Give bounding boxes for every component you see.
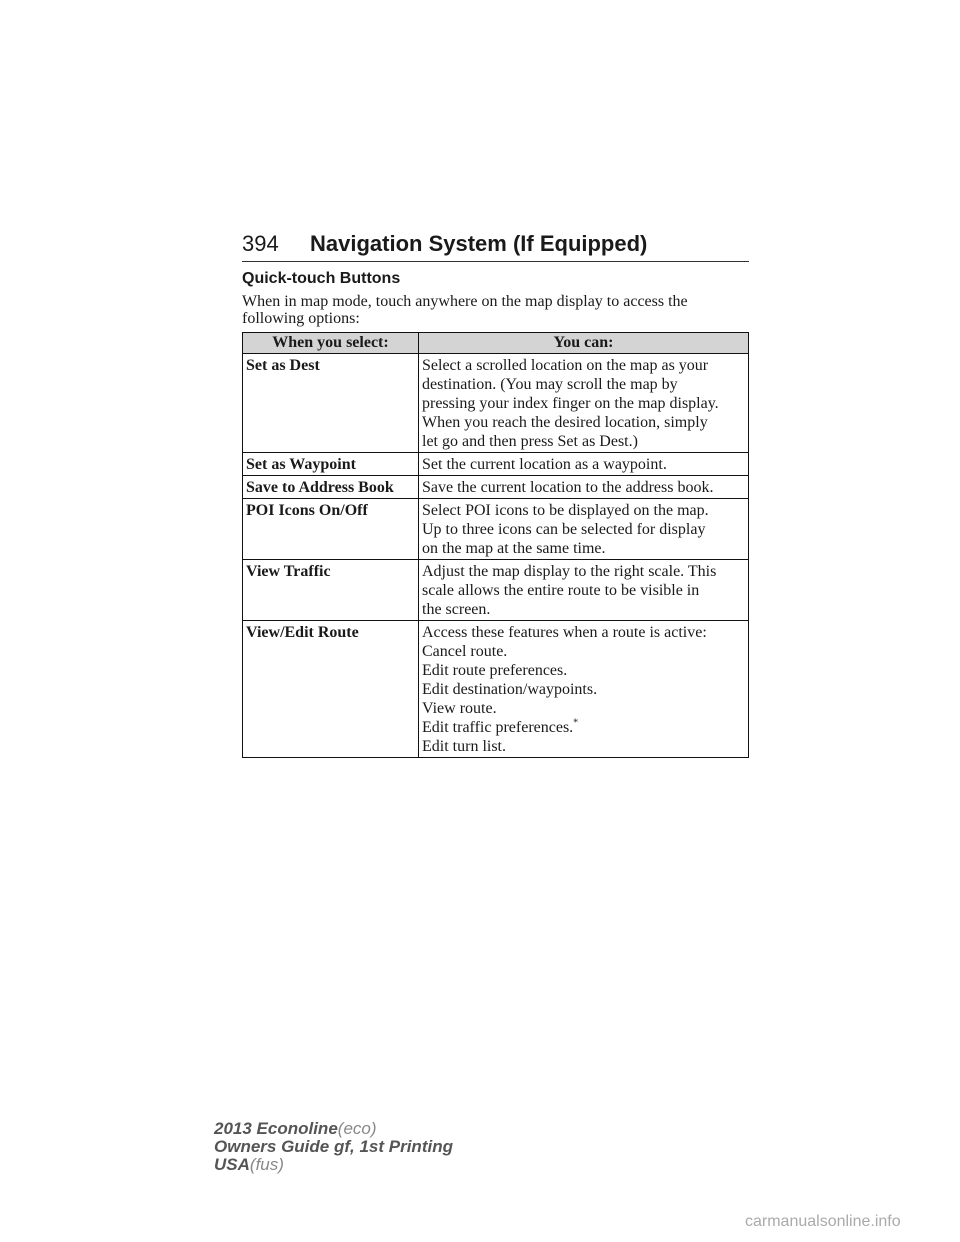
option-name: Set as Waypoint	[243, 453, 419, 476]
footer-market: USA	[214, 1155, 250, 1174]
option-description	[419, 453, 749, 476]
description-line: Select a scrolled location on the map as your	[422, 357, 709, 374]
footer-line-model	[214, 1120, 453, 1138]
description-line: destination. (You may scroll the map by	[422, 376, 678, 393]
description-line: Access these features when a route is active:	[422, 624, 707, 641]
table-row	[243, 453, 749, 476]
description-line: scale allows the entire route to be visible in	[422, 582, 700, 599]
option-name: View Traffic	[243, 560, 419, 621]
description-line: let go and then press Set as Dest.)	[422, 433, 638, 450]
table-row	[243, 476, 749, 499]
option-name: Save to Address Book	[243, 476, 419, 499]
description-text: Edit traffic preferences.	[422, 719, 574, 736]
description-line: When you reach the desired location, simply	[422, 414, 708, 431]
option-name: Set as Dest	[243, 354, 419, 453]
description-line	[422, 718, 745, 737]
footnote-mark: *	[573, 717, 579, 729]
description-line: Cancel route.	[422, 643, 508, 660]
description-line: Up to three icons can be selected for display	[422, 521, 706, 538]
description-line: Set the current location as a waypoint.	[422, 456, 667, 473]
footer-guide: Owners Guide gf, 1st Printing	[214, 1137, 453, 1156]
section-heading: Quick-touch Buttons	[242, 270, 401, 287]
footer-model: 2013 Econoline	[214, 1119, 338, 1138]
page-number: 394	[242, 231, 279, 256]
option-description	[419, 476, 749, 499]
description-line: Adjust the map display to the right scale. This	[422, 563, 717, 580]
footer-model-code: (eco)	[337, 1119, 377, 1138]
description-line: the screen.	[422, 601, 491, 618]
footer-line-market	[214, 1156, 453, 1174]
quick-touch-table	[242, 332, 749, 758]
page-header	[242, 229, 749, 262]
option-description	[419, 621, 749, 758]
page-title: Navigation System (If Equipped)	[310, 231, 648, 256]
column-header-select: When you select:	[243, 333, 419, 354]
option-name: POI Icons On/Off	[243, 499, 419, 560]
page-footer	[214, 1120, 453, 1174]
option-description	[419, 560, 749, 621]
option-description	[419, 354, 749, 453]
table-row	[243, 354, 749, 453]
intro-paragraph: When in map mode, touch anywhere on the map display to access the following options:	[242, 293, 688, 327]
description-line: Select POI icons to be displayed on the map.	[422, 502, 709, 519]
footer-line-guide	[214, 1138, 453, 1156]
description-line: on the map at the same time.	[422, 540, 606, 557]
description-line: View route.	[422, 700, 497, 717]
footer-market-code: (fus)	[249, 1155, 284, 1174]
description-line: pressing your index finger on the map display.	[422, 395, 719, 412]
description-line: Save the current location to the address book.	[422, 479, 714, 496]
column-header-action: You can:	[419, 333, 749, 354]
description-line: Edit route preferences.	[422, 662, 568, 679]
option-name: View/Edit Route	[243, 621, 419, 758]
table-row	[243, 621, 749, 758]
option-description	[419, 499, 749, 560]
watermark: carmanualsonline.info	[745, 1213, 901, 1230]
description-line: Edit destination/waypoints.	[422, 681, 598, 698]
description-line: Edit turn list.	[422, 738, 506, 755]
table-row	[243, 499, 749, 560]
table-row	[243, 560, 749, 621]
table-header-row	[243, 333, 749, 354]
